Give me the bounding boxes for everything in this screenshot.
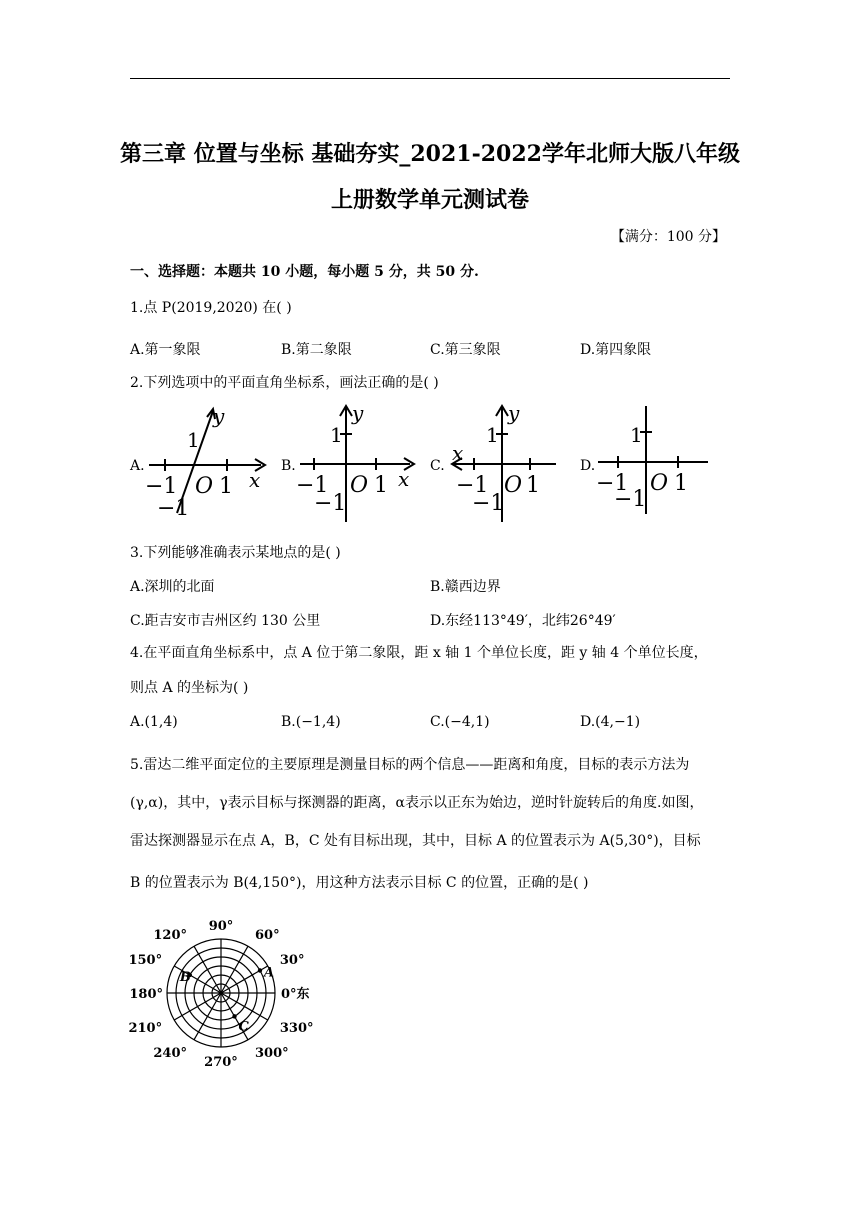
- neg-one-label: −1: [296, 473, 329, 498]
- one-label: 1: [330, 423, 343, 447]
- question-3-stem: 3.下列能够准确表示某地点的是( ): [130, 545, 341, 561]
- radar-spoke: [221, 993, 268, 1020]
- q2-option-c: C.: [430, 458, 445, 474]
- y-label: y: [213, 405, 225, 428]
- q3-option-c: C.距吉安市吉州区约 130 公里: [130, 613, 321, 629]
- q2-option-a: A.: [130, 458, 145, 474]
- radar-angle-label: 150°: [128, 953, 163, 968]
- radar-angle-label: 210°: [128, 1021, 163, 1036]
- neg-one-label: −1: [314, 491, 347, 516]
- q1-option-b: B.第二象限: [281, 342, 352, 358]
- one-label: 1: [187, 428, 200, 452]
- origin-label: O: [504, 473, 523, 498]
- q2-option-b: B.: [281, 458, 296, 474]
- q1-option-c: C.第三象限: [430, 342, 501, 358]
- q2-graph-b: [296, 402, 421, 524]
- radar-angle-label: 330°: [279, 1021, 314, 1036]
- one-label: 1: [674, 471, 688, 496]
- one-label: 1: [486, 423, 499, 447]
- q2-option-d: D.: [580, 458, 596, 474]
- radar-target-point: [232, 1014, 236, 1018]
- q2-graph-a: [145, 405, 270, 520]
- neg-one-label: −1: [145, 474, 178, 499]
- q2-graph-d: [596, 402, 711, 517]
- radar-target-label: B: [179, 970, 191, 985]
- radar-target-label: A: [263, 965, 275, 981]
- neg-one-label: −1: [596, 471, 629, 496]
- q4-option-d: D.(4,−1): [580, 714, 641, 730]
- radar-angle-label: 30°: [279, 953, 305, 968]
- radar-angle-label: 60°: [255, 928, 280, 944]
- radar-spoke: [194, 946, 221, 993]
- radar-angle-label: 180°: [129, 987, 163, 1002]
- question-5-line-1: 5.雷达二维平面定位的主要原理是测量目标的两个信息——距离和角度，目标的表示方法为: [130, 757, 690, 773]
- radar-angle-label: 240°: [153, 1045, 187, 1061]
- q1-option-d: D.第四象限: [580, 342, 652, 358]
- radar-target-point: [258, 968, 262, 972]
- origin-label: O: [650, 471, 669, 496]
- neg-one-label: −1: [472, 491, 505, 516]
- question-5-line-4: B 的位置表示为 B(4,150°)，用这种方法表示目标 C 的位置，正确的是( ): [130, 875, 589, 891]
- radar-angle-label: 300°: [255, 1045, 289, 1061]
- radar-spoke: [221, 946, 248, 993]
- q1-option-a: A.第一象限: [130, 342, 201, 358]
- radar-angle-label: 90°: [208, 919, 234, 934]
- question-5-line-2: (γ,α)，其中，γ表示目标与探测器的距离，α表示以正东为始边，逆时针旋转后的角度.如图，: [130, 795, 704, 811]
- radar-angle-label: 120°: [153, 928, 187, 944]
- q4-option-b: B.(−1,4): [281, 714, 341, 730]
- one-label: 1: [374, 473, 388, 498]
- origin-label: O: [195, 474, 214, 499]
- q2-graph-c: [446, 402, 571, 524]
- question-1-stem: 1.点 P(2019,2020) 在( ): [130, 300, 292, 316]
- question-5-line-3: 雷达探测器显示在点 A，B，C 处有目标出现，其中，目标 A 的位置表示为 A(5,30°)，目标: [130, 833, 701, 849]
- x-label: x: [249, 468, 261, 492]
- y-label: y: [508, 402, 520, 425]
- full-score: 【满分：100 分】: [610, 229, 726, 245]
- x-label: x: [452, 441, 464, 465]
- neg-one-label: −1: [456, 473, 489, 498]
- section-heading: 一、选择题：本题共 10 小题，每小题 5 分，共 50 分.: [130, 264, 479, 280]
- radar-angle-label: 270°: [204, 1055, 238, 1070]
- q3-option-d: D.东经113°49′，北纬26°49′: [430, 613, 616, 629]
- header-rule: [130, 78, 730, 79]
- radar-spoke: [174, 993, 221, 1020]
- x-label: x: [398, 467, 410, 491]
- radar-target-label: C: [238, 1019, 249, 1035]
- question-4-stem-cont: 则点 A 的坐标为( ): [130, 680, 249, 696]
- question-2-stem: 2.下列选项中的平面直角坐标系，画法正确的是( ): [130, 375, 439, 391]
- radar-spoke: [194, 993, 221, 1040]
- one-label: 1: [526, 473, 540, 498]
- one-label: 1: [219, 474, 233, 499]
- radar-diagram: [128, 908, 338, 1080]
- neg-one-label: −1: [614, 487, 647, 512]
- q4-option-c: C.(−4,1): [430, 714, 490, 730]
- one-label: 1: [630, 423, 643, 447]
- y-label: y: [352, 402, 364, 425]
- origin-label: O: [350, 473, 369, 498]
- neg-one-label: −1: [157, 496, 190, 520]
- radar-angle-label: 0°东: [281, 987, 310, 1002]
- q3-option-a: A.深圳的北面: [130, 579, 215, 595]
- question-4-stem: 4.在平面直角坐标系中，点 A 位于第二象限，距 x 轴 1 个单位长度，距 y 轴 4 个单位长度，: [130, 645, 708, 661]
- page-title: 第三章 位置与坐标 基础夯实_2021-2022学年北师大版八年级: [120, 141, 740, 167]
- page-subtitle: 上册数学单元测试卷: [330, 187, 529, 213]
- q3-option-b: B.赣西边界: [430, 579, 501, 595]
- q4-option-a: A.(1,4): [130, 714, 178, 730]
